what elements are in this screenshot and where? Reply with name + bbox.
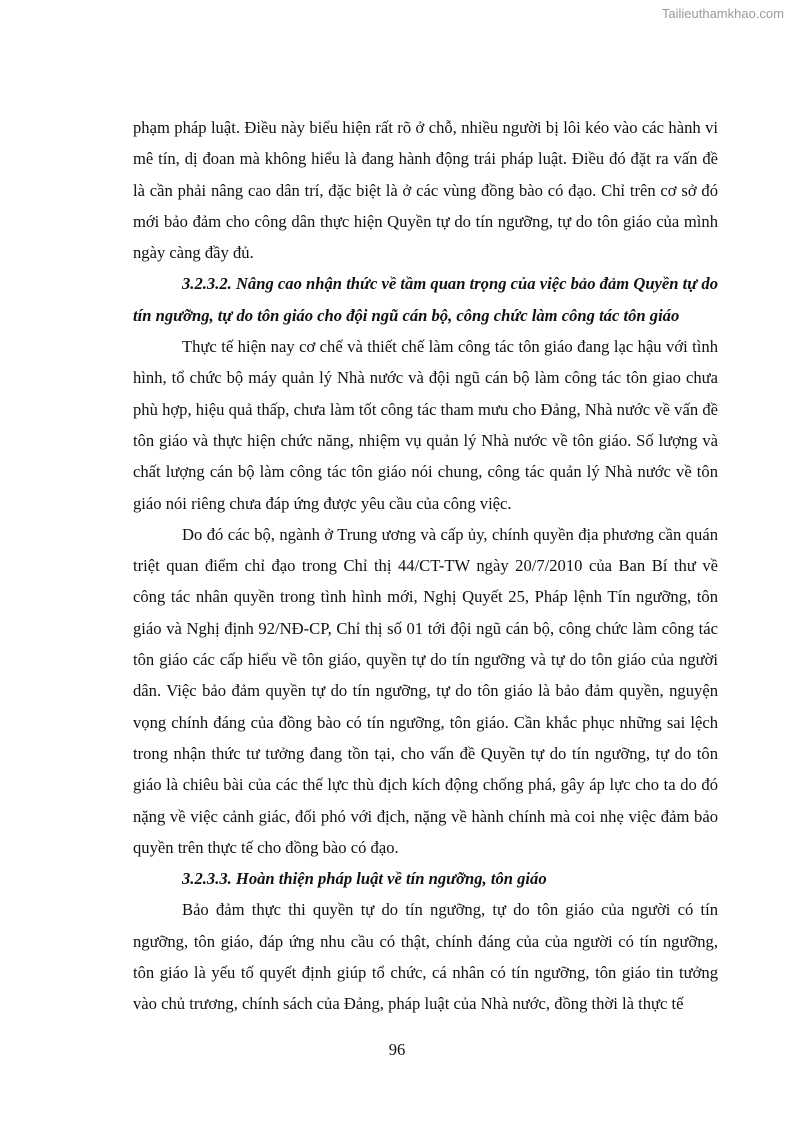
page-number: 96 <box>388 1040 406 1059</box>
paragraph-continuation: phạm pháp luật. Điều này biểu hiện rất rõ ở chỗ, nhiều người bị lôi kéo vào các hành vi mê tín, dị đoan mà không hiểu là đang hành động trái pháp luật. Điều đó đặt ra vấn đề là cần phải nâng cao dân trí, đặc biệt là ở các vùng đồng bào có đạo. Chỉ trên cơ sở đó mới bảo đảm cho công dân thực hiện Quyền tự do tín ngưỡng, tự do tôn giáo của mình ngày càng đầy đủ. <box>133 118 718 263</box>
document-body <box>133 112 718 1020</box>
paragraph-ministries-directive: Do đó các bộ, ngành ở Trung ương và cấp ủy, chính quyền địa phương cần quán triệt quan điểm chỉ đạo trong Chỉ thị 44/CT-TW ngày 20/7/2010 của Ban Bí thư về công tác nhân quyền trong tình hình mới, Nghị Quyết 25, Pháp lệnh Tín ngưỡng, tôn giáo và Nghị định 92/NĐ-CP, Chỉ thị số 01 tới đội ngũ cán bộ, công chức làm công tác tôn giáo các cấp hiểu về tôn giáo, quyền tự do tín ngưỡng và tự do tôn giáo của người dân. Việc bảo đảm quyền tự do tín ngưỡng, tự do tôn giáo là bảo đảm quyền, nguyện vọng chính đáng của đồng bào có tín ngưỡng, tôn giáo. Cần khắc phục những sai lệch trong nhận thức tư tưởng đang tồn tại, cho vấn đề Quyền tự do tín ngưỡng, tự do tôn giáo là chiêu bài của các thế lực thù địch kích động chống phá, gây áp lực cho ta do đó nặng về việc cảnh giác, đối phó với địch, nặng về hành chính mà coi nhẹ việc đảm bảo quyền trên thực tế cho đồng bào có đạo. <box>133 524 718 857</box>
section-heading-3-2-3-3: 3.2.3.3. Hoàn thiện pháp luật về tín ngưỡng, tôn giáo <box>182 869 547 889</box>
paragraph-ensure-rights: Bảo đảm thực thi quyền tự do tín ngưỡng, tự do tôn giáo của người có tín ngưỡng, tôn giáo, đáp ứng nhu cầu có thật, chính đáng của của người có tín ngưỡng, tôn giáo là yếu tố quyết định giúp tổ chức, cá nhân có tín ngưỡng, tôn giáo tin tưởng vào chủ trương, chính sách của Đảng, pháp luật của Nhà nước, đồng thời là thực tế <box>133 900 718 1014</box>
watermark-text: Tailieuthamkhao.com <box>661 6 784 21</box>
paragraph-current-situation: Thực tế hiện nay cơ chế và thiết chế làm công tác tôn giáo đang lạc hậu với tình hình, tổ chức bộ máy quản lý Nhà nước và đội ngũ cán bộ làm công tác tôn giao chưa phù hợp, hiệu quả thấp, chưa làm tốt công tác tham mưu cho Đảng, Nhà nước về vấn đề tôn giáo và thực hiện chức năng, nhiệm vụ quản lý Nhà nước về tôn giáo. Số lượng và chất lượng cán bộ làm công tác tôn giáo nói chung, công tác quản lý Nhà nước về tôn giáo nói riêng chưa đáp ứng được yêu cầu của công việc. <box>133 337 718 513</box>
section-heading-3-2-3-2: 3.2.3.2. Nâng cao nhận thức về tầm quan trọng của việc bảo đảm Quyền tự do tín ngưỡng, tự do tôn giáo cho đội ngũ cán bộ, công chức làm công tác tôn giáo <box>133 274 718 325</box>
